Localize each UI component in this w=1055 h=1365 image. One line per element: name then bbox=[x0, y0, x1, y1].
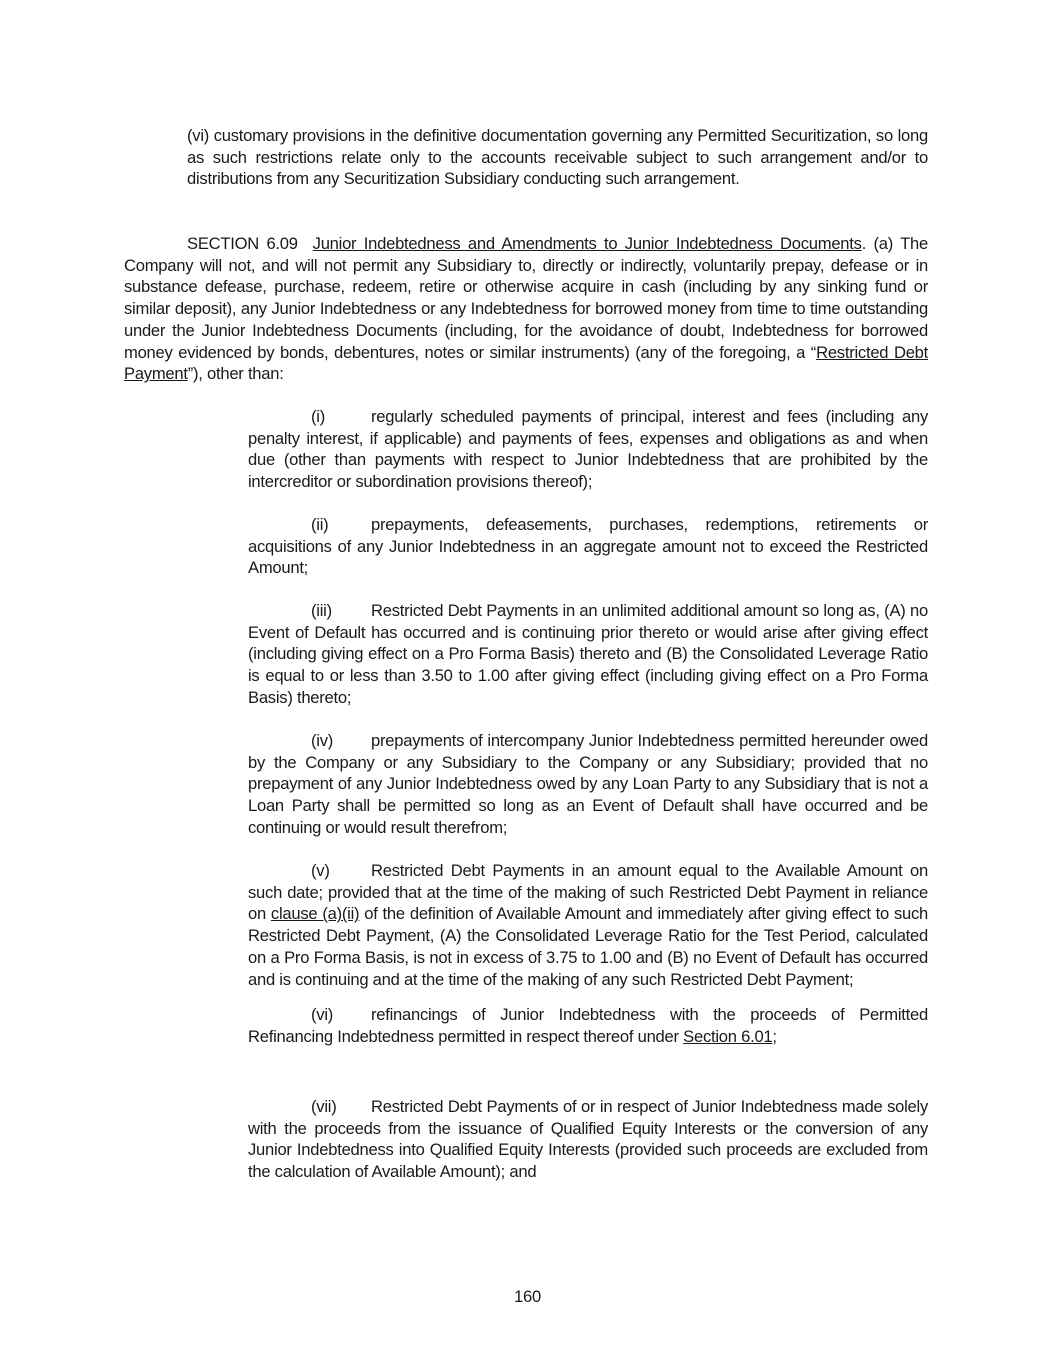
clause-text-after: ; bbox=[772, 1026, 777, 1046]
clause-number: (iv) bbox=[311, 731, 334, 750]
clause-text: Restricted Debt Payments of or in respect of Junior Indebtedness made solely with the proceeds from the issuance of Qualified Equity Interests or the conversion of any Junior Indebtedness into Qualified Equity Interests (provided such proceeds are excluded from the calculation of Available Amount); and bbox=[248, 1097, 928, 1182]
section-body: . (a) The Company will not, and will not permit any Subsidiary to, directly or indirectly, voluntarily prepay, defease or in substance defease, purchase, redeem, retire or otherwise acquire in cash (including by any sinking fund or similar deposit), any Junior Indebtedness or any Indebtedness for borrowed money from time to time outstanding under the Junior Indebtedness Documents (including, for the avoidance of doubt, Indebtedness for borrowed money evidenced by bonds, debentures, notes or similar instruments) (any of the foregoing, a “ bbox=[124, 234, 928, 362]
page-number: 160 bbox=[514, 1287, 541, 1306]
clause-ii bbox=[248, 514, 928, 579]
clause-i bbox=[248, 406, 928, 493]
defined-term-restricted-debt-payment: Restricted Debt Payment bbox=[124, 342, 929, 384]
clause-number: (iii) bbox=[311, 601, 332, 620]
clause-iii bbox=[248, 600, 928, 709]
section-closing: ”), other than: bbox=[187, 364, 284, 384]
paragraph-vi bbox=[187, 125, 928, 190]
clause-number: (v) bbox=[311, 861, 330, 880]
clause-text: regularly scheduled payments of principal, interest and fees (including any penalty interest, if applicable) and payments of fees, expenses and obligations as and when due (other than payments with respect to Junior Indebtedness that are prohibited by the intercreditor or subordination provisions thereof); bbox=[248, 407, 928, 492]
paragraph-vi-text: (vi) customary provisions in the definitive documentation governing any Permitted Securitization, so long as such restrictions relate only to the accounts receivable subject to such arrangement and/or to distributions from any Securitization Subsidiary conducting such arrangement. bbox=[187, 126, 928, 189]
clause-vi bbox=[248, 1004, 928, 1047]
clause-iv bbox=[248, 730, 928, 839]
clause-vii bbox=[248, 1096, 928, 1183]
section-label: SECTION 6.09 bbox=[187, 234, 298, 253]
clause-text-after: of the definition of Available Amount and immediately after giving effect to such Restricted Debt Payment, (A) the Consolidated Leverage Ratio for the Test Period, calculated on a Pro Forma Basis, is not in excess of 3.75 to 1.00 and (B) no Event of Default has occurred and is continuing and at the time of the making of any such Restricted Debt Payment; bbox=[248, 904, 928, 989]
clause-number: (i) bbox=[311, 407, 325, 426]
section-6-01-reference: Section 6.01 bbox=[683, 1026, 773, 1046]
section-6-09-paragraph bbox=[124, 233, 928, 385]
clause-text-before: Restricted Debt Payments in an amount equal to the Available Amount on such date; provided that at the time of the making of such Restricted Debt Payment in reliance on bbox=[248, 861, 928, 924]
clause-v bbox=[248, 860, 928, 990]
clause-number: (vi) bbox=[311, 1005, 334, 1024]
clause-a-ii-reference: clause (a)(ii) bbox=[270, 904, 360, 924]
clause-text: Restricted Debt Payments in an unlimited additional amount so long as, (A) no Event of Default has occurred and is continuing prior thereto or would arise after giving effect (including giving effect on a Pro Forma Basis) thereto and (B) the Consolidated Leverage Ratio is equal to or less than 3.50 to 1.00 after giving effect (including giving effect on a Pro Forma Basis) thereto; bbox=[248, 601, 928, 707]
clause-number: (vii) bbox=[311, 1097, 337, 1116]
clause-text: prepayments of intercompany Junior Indebtedness permitted hereunder owed by the Company or any Subsidiary to the Company or any Subsidiary; provided that no prepayment of any Junior Indebtedness owed by any Loan Party to any Subsidiary that is not a Loan Party shall be permitted so long as an Event of Default shall have occurred and be continuing or would result therefrom; bbox=[248, 731, 928, 837]
section-heading: Junior Indebtedness and Amendments to Junior Indebtedness Documents bbox=[312, 234, 862, 253]
clause-text: prepayments, defeasements, purchases, redemptions, retirements or acquisitions of any Junior Indebtedness in an aggregate amount not to exceed the Restricted Amount; bbox=[248, 515, 928, 578]
clause-number: (ii) bbox=[311, 515, 329, 534]
clause-text-before: refinancings of Junior Indebtedness with the proceeds of Permitted Refinancing Indebtedness permitted in respect thereof under bbox=[248, 1005, 928, 1046]
